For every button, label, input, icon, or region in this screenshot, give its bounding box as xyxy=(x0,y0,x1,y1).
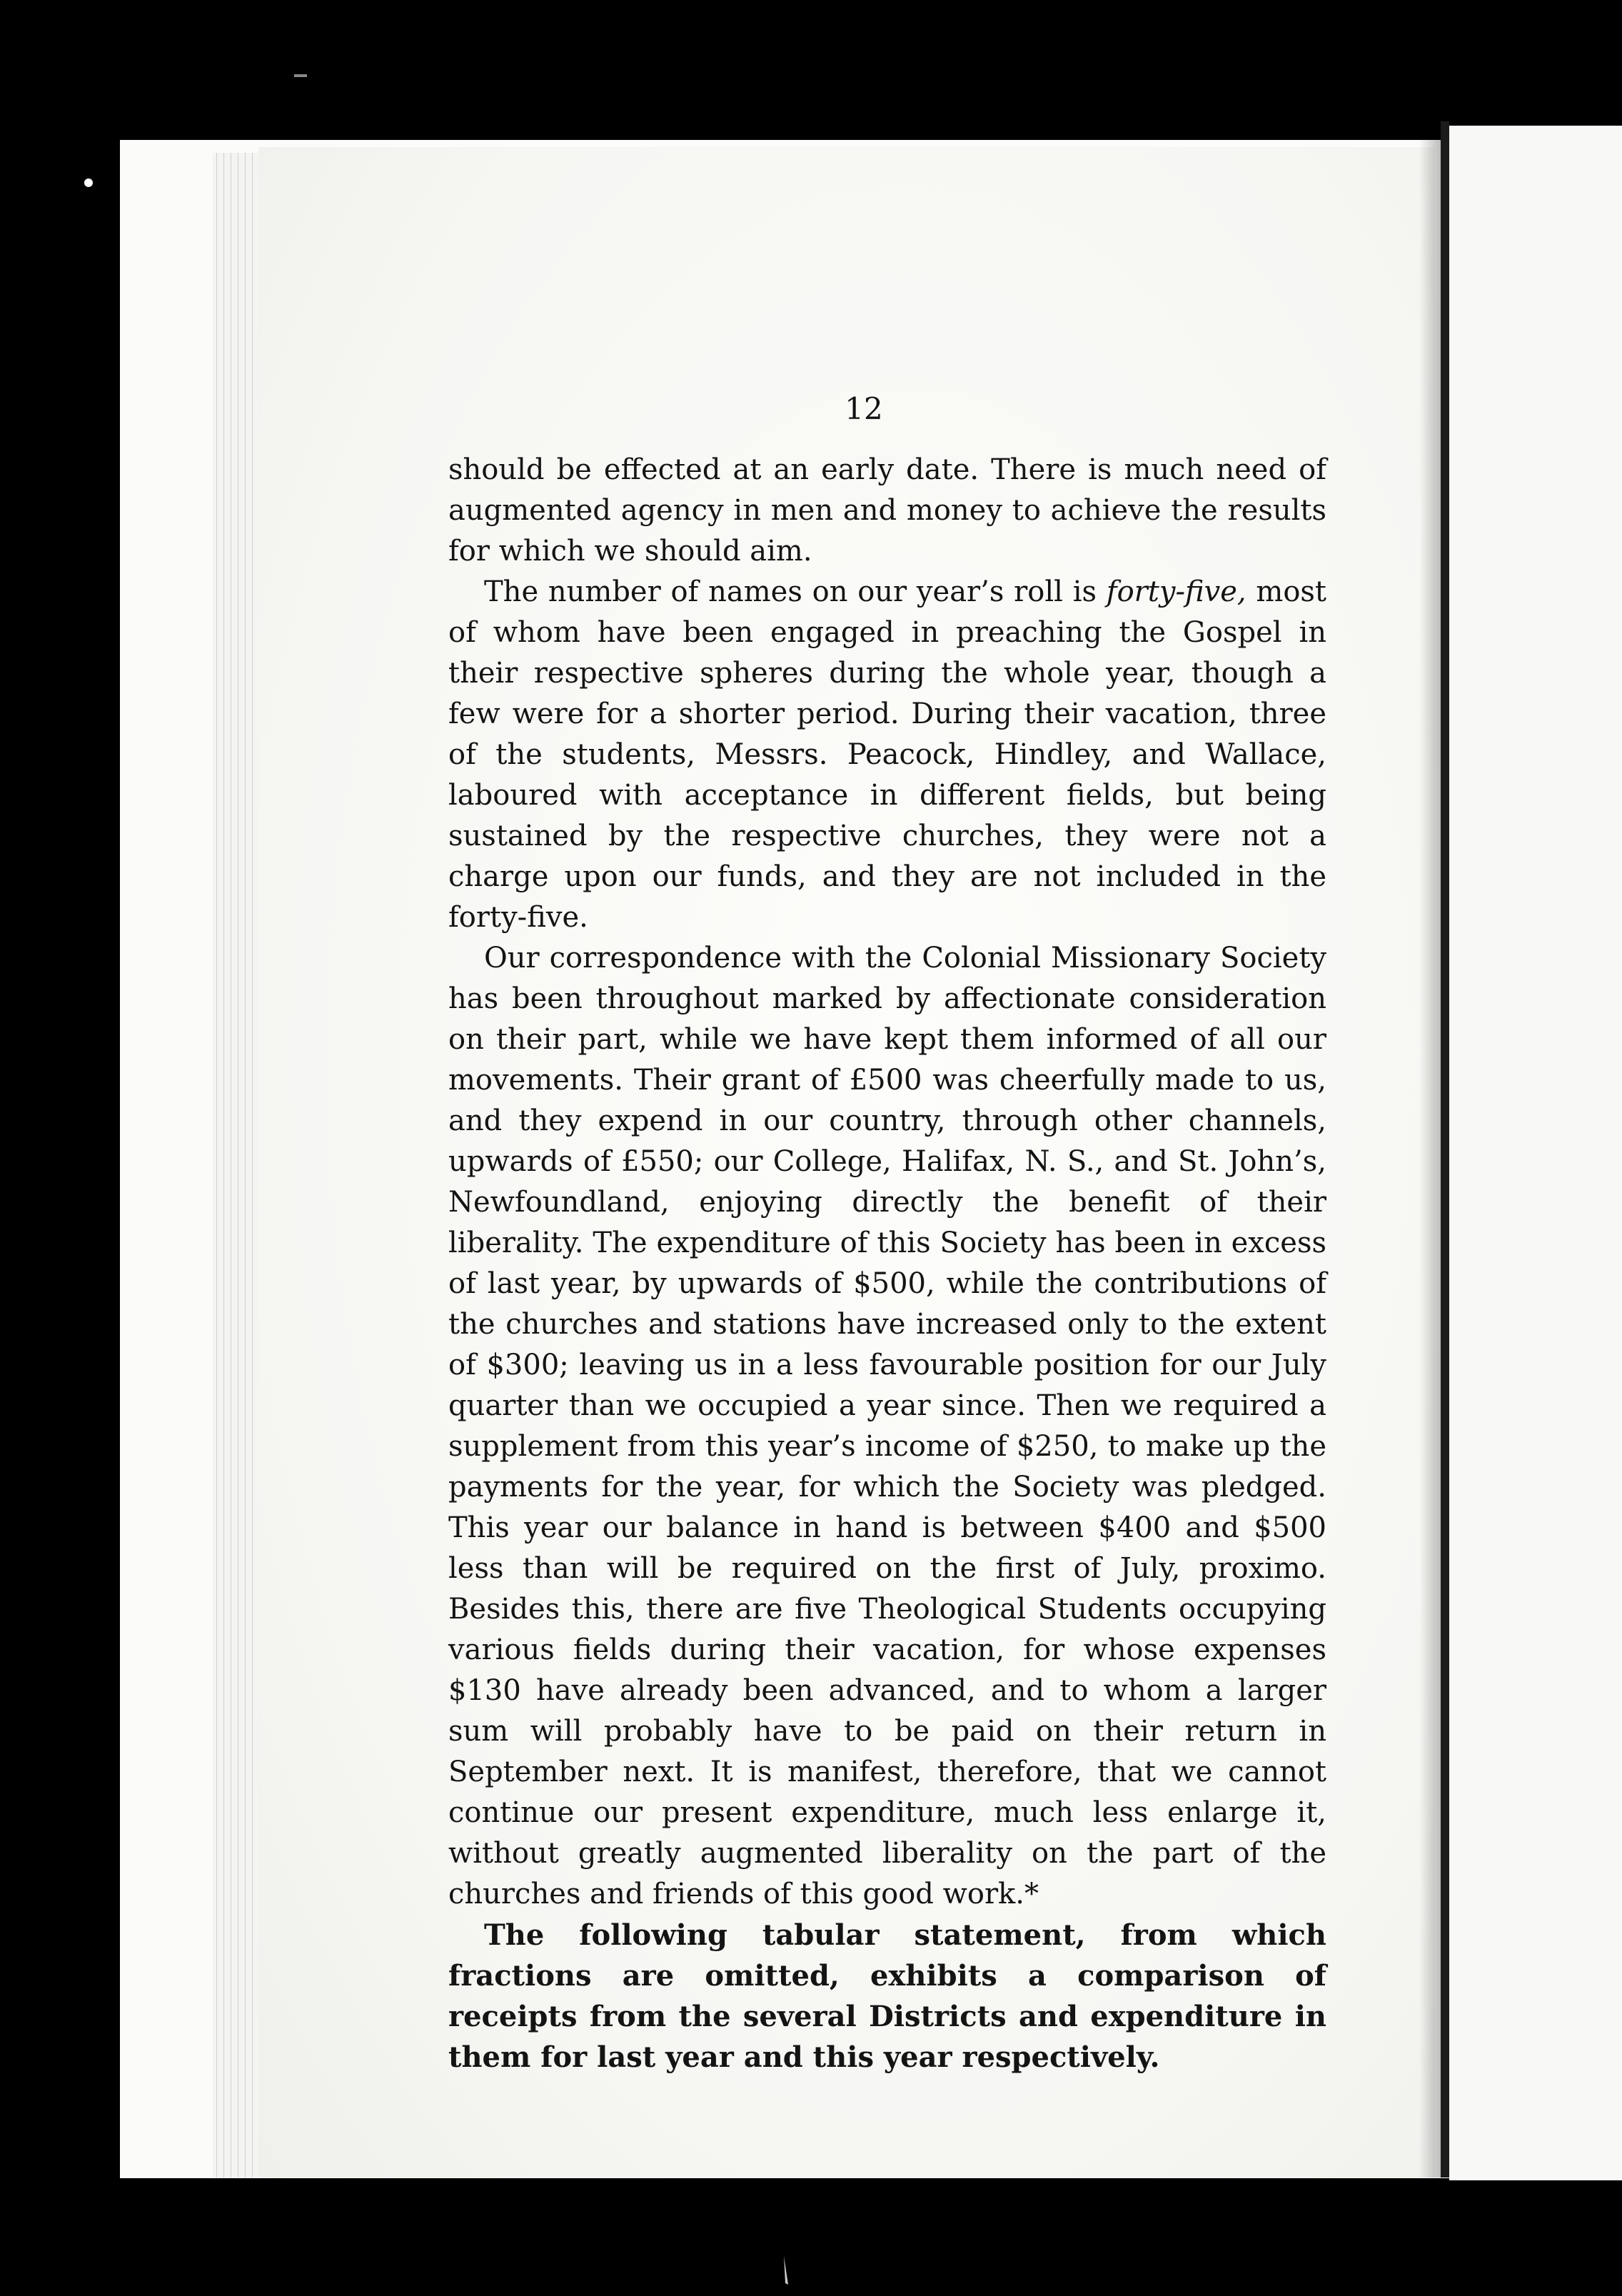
book-gutter xyxy=(1441,121,1449,2177)
paragraph: Our correspondence with the Colonial Missionary Society has been throughout marked by affectionate consideration on their part, while we have kept them informed of all our movements. Their grant of £500 was cheerfully made to us, and they expend in our country, through other channels, upwards of £550; our College, Halifax, N. S., and St. John’s, Newfoundland, enjoying directly the benefit of their liberality. The expenditure of this Society has been in excess of last year, by upwards of $500, while the contributions of the churches and stations have increased only to the extent of $300; leaving us in a less favourable position for our July quarter than we occupied a year since. Then we required a supplement from this year’s income of $250, to make up the payments for the year, for which the Society was pledged. This year our balance in hand is between $400 and $500 less than will be required on the first of July, proximo. Besides this, there are five Theological Students occupying various fields during their vacation, for whose expenses $130 have already been advanced, and to whom a larger sum will probably have to be paid on their return in September next. It is manifest, therefore, that we cannot continue our present expenditure, much less enlarge it, without greatly augmented liberality on the part of the churches and friends of this good work.* xyxy=(448,942,1326,1910)
paragraph: should be effected at an early date. There is much need of augmented agency in men and money to achieve the results for which we should aim. xyxy=(448,453,1326,568)
paragraph-body: forty-five, xyxy=(1106,575,1246,608)
page-number: 12 xyxy=(845,391,883,426)
paragraph-lead: The number of names on our year’s roll is xyxy=(484,575,1107,608)
right-page xyxy=(1449,126,1622,2180)
body-text xyxy=(448,450,1326,2078)
film-speck xyxy=(84,178,93,187)
spine-shadow xyxy=(1419,121,1441,2177)
page-stack-edge xyxy=(213,153,260,2177)
paragraph-rest: most of whom have been engaged in preaching the Gospel in their respective spheres during the whole year, though a few were for a shorter period. During their vacation, three of the students, Messrs. Peacock, Hindley, and Wallace, laboured with acceptance in different fields, but being sustained by the respective churches, they were not a charge upon our funds, and they are not included in the forty-five. xyxy=(448,575,1327,934)
paragraph: The following tabular statement, from which fractions are omitted, exhibits a comparison of receipts from the several Districts and expenditure in them for last year and this year respectively. xyxy=(448,1918,1326,2074)
film-speck xyxy=(294,74,307,77)
paragraph xyxy=(448,572,1326,938)
